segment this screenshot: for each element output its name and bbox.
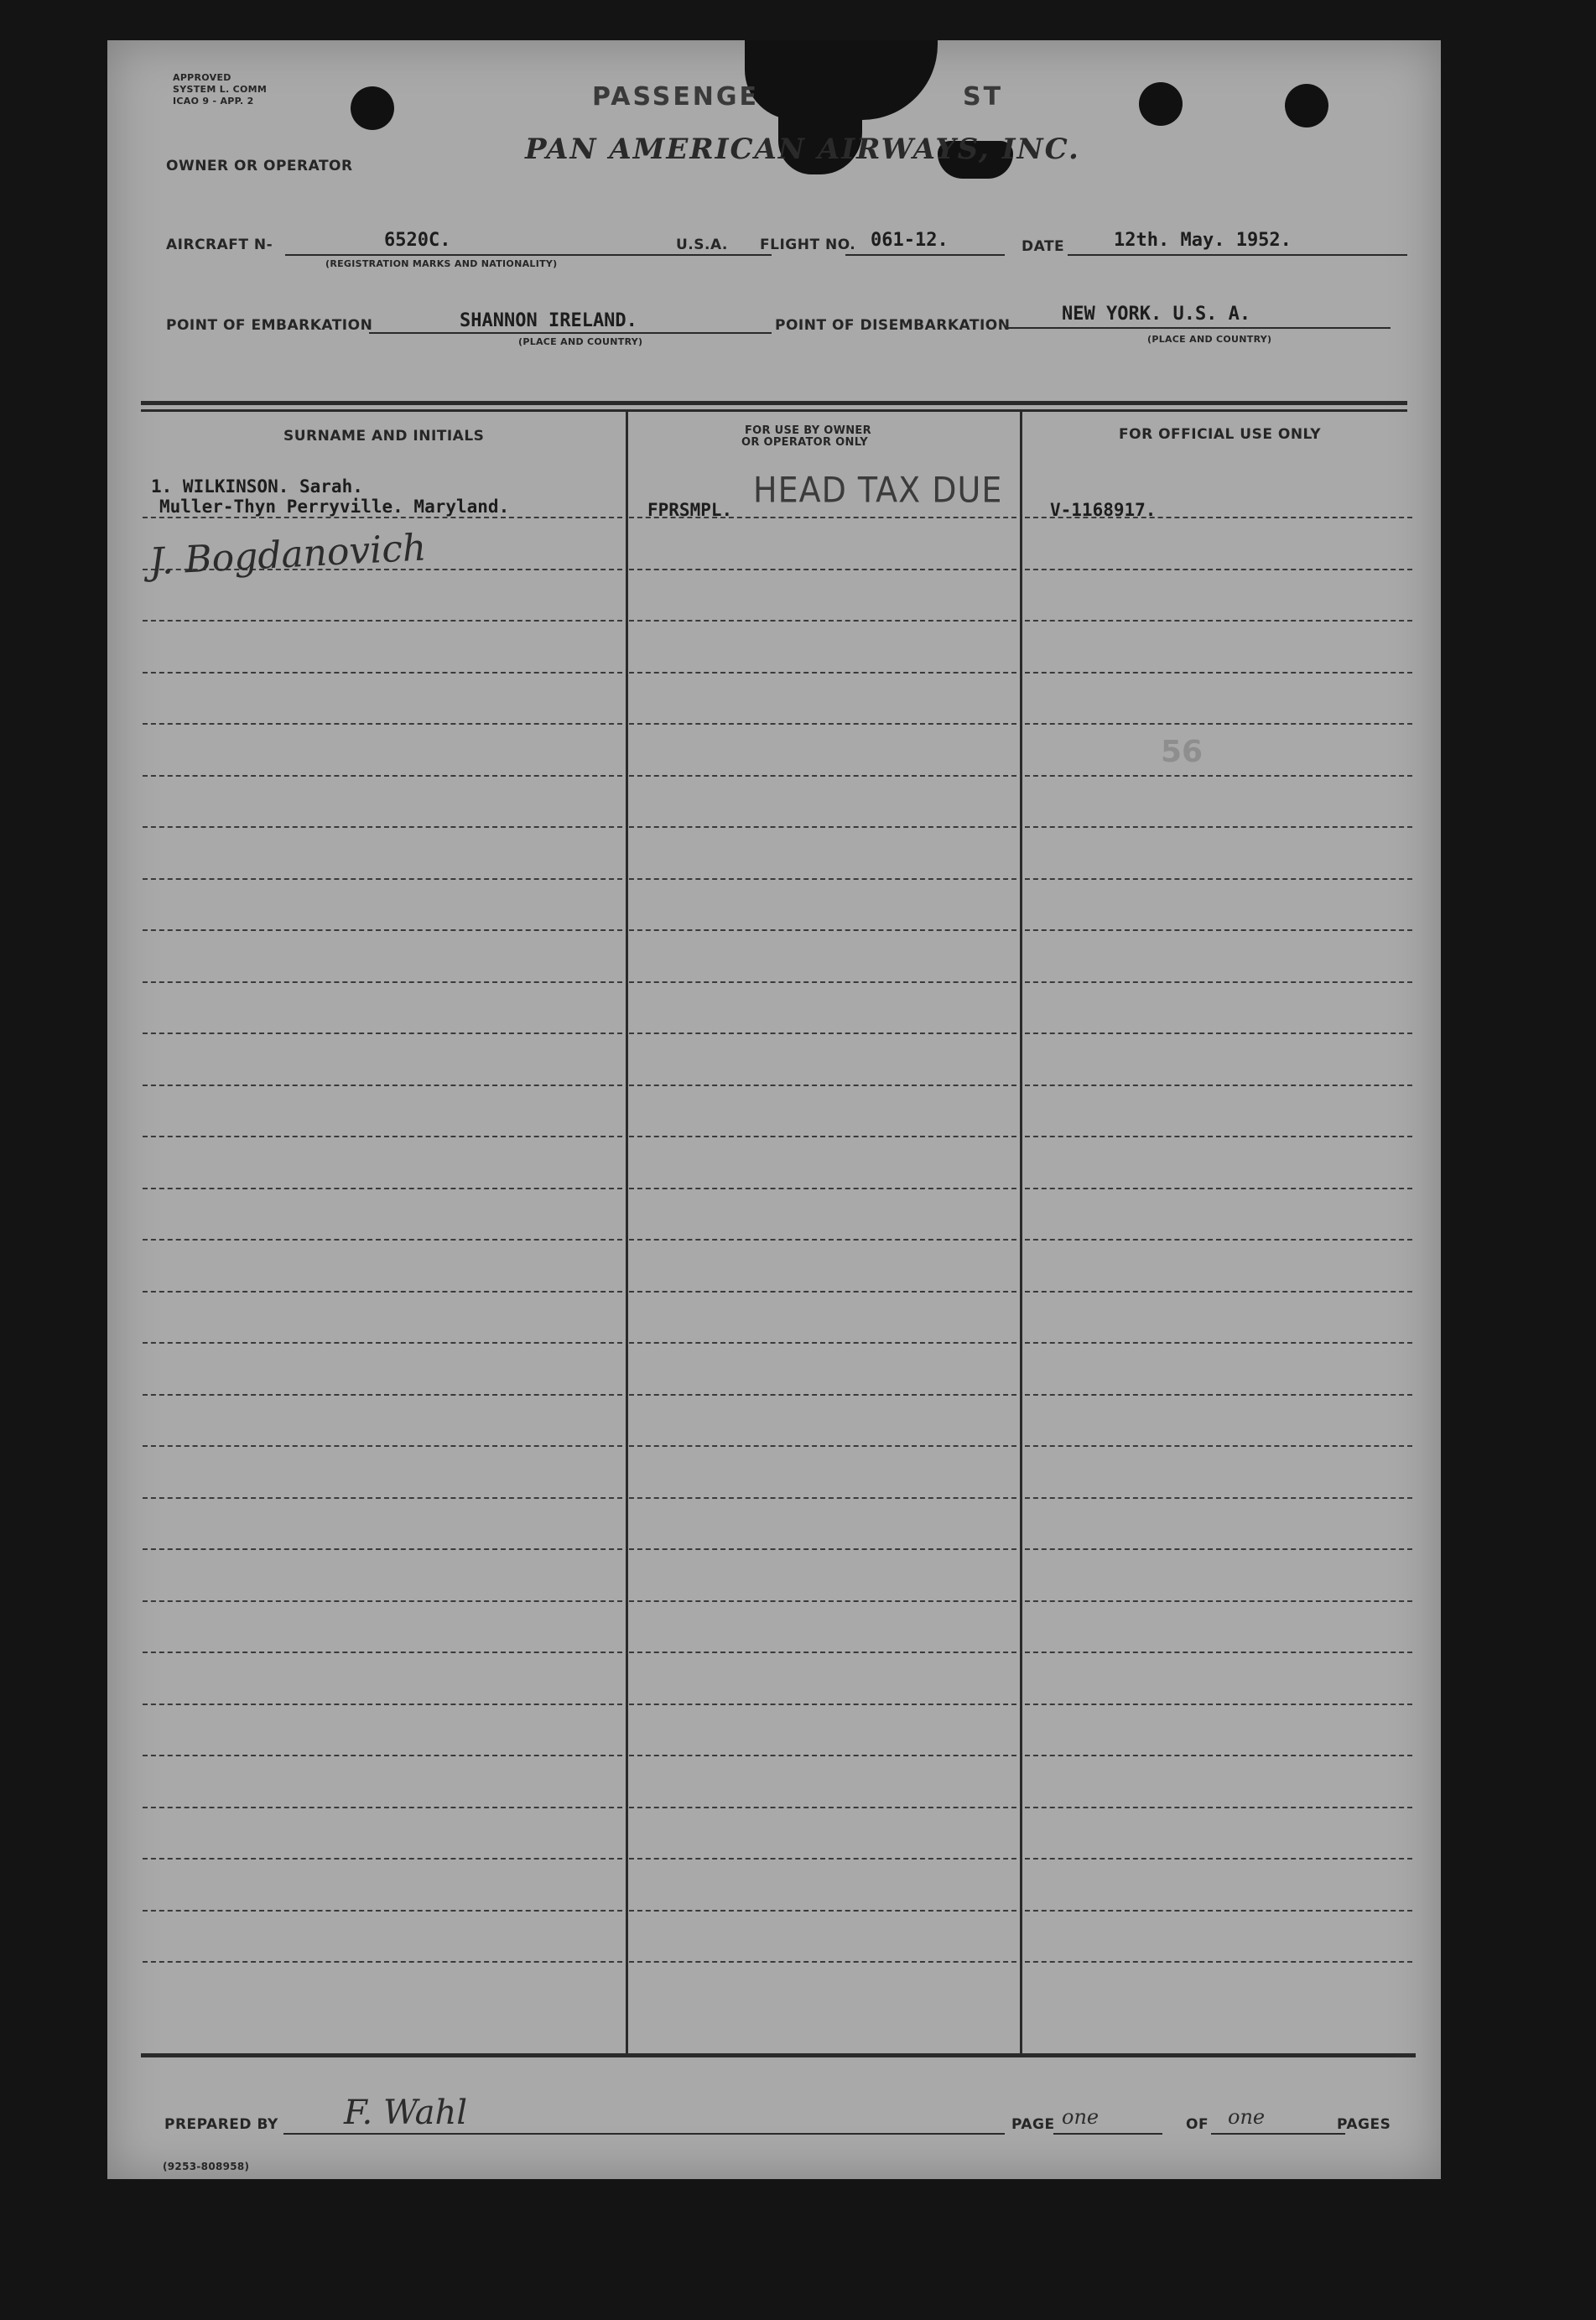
- punch-hole: [1139, 82, 1183, 126]
- col-header-owner: OR OPERATOR ONLY: [741, 436, 868, 449]
- ruled-line: [629, 1188, 1016, 1189]
- ruled-line: [629, 826, 1016, 828]
- ruled-line: [629, 1394, 1016, 1396]
- passenger-signature: J. Bogdanovich: [148, 526, 428, 584]
- flight-underline: [845, 254, 1005, 256]
- ruled-line: [629, 1445, 1016, 1447]
- ruled-line: [629, 1548, 1016, 1550]
- ruled-line: [143, 1085, 622, 1086]
- usa-label: U.S.A.: [676, 237, 728, 253]
- owner-label: OWNER OR OPERATOR: [166, 158, 353, 174]
- ruled-line: [1025, 1291, 1412, 1293]
- ruled-line: [629, 672, 1016, 674]
- head-tax-stamp: HEAD TAX DUE: [753, 469, 1003, 511]
- ruled-line: [629, 1858, 1016, 1860]
- embarkation-value: SHANNON IRELAND.: [460, 310, 637, 331]
- pages-label: PAGES: [1337, 2116, 1391, 2133]
- ruled-line: [143, 1188, 622, 1189]
- ruled-line: [143, 878, 622, 880]
- column-divider: [626, 411, 628, 2055]
- ruled-line: [629, 1704, 1016, 1705]
- official-stamp-number: 56: [1161, 735, 1203, 769]
- ruled-line: [143, 1807, 622, 1808]
- disembarkation-value: NEW YORK. U.S. A.: [1062, 304, 1251, 325]
- ruled-line: [1025, 1188, 1412, 1189]
- ruled-line: [143, 1497, 622, 1499]
- embarkation-underline: [369, 332, 772, 334]
- ruled-line: [1025, 1910, 1412, 1912]
- ruled-line: [143, 929, 622, 931]
- ruled-line: [1025, 569, 1412, 570]
- ruled-line: [629, 1497, 1016, 1499]
- ruled-line: [1025, 1548, 1412, 1550]
- ruled-line: [143, 723, 622, 725]
- ruled-line: [629, 1342, 1016, 1344]
- ruled-line: [1025, 1085, 1412, 1086]
- registration-caption: (REGISTRATION MARKS AND NATIONALITY): [325, 258, 558, 269]
- table-bottom-rule: [141, 2053, 1416, 2057]
- ruled-line: [1025, 723, 1412, 725]
- ruled-line: [1025, 1497, 1412, 1499]
- ruled-line: [1025, 1755, 1412, 1756]
- ruled-line: [143, 775, 622, 777]
- ruled-line: [629, 569, 1016, 570]
- prepared-underline: [283, 2133, 1005, 2135]
- date-value: 12th. May. 1952.: [1114, 230, 1292, 251]
- torn-area: [745, 40, 938, 120]
- punch-hole: [1285, 84, 1328, 127]
- ruled-line: [629, 1136, 1016, 1137]
- ruled-line: [629, 1807, 1016, 1808]
- ruled-line: [629, 1085, 1016, 1086]
- ruled-line: [629, 981, 1016, 983]
- form-number: (9253-808958): [163, 2161, 250, 2172]
- ruled-line: [629, 1755, 1016, 1756]
- ruled-line: [1025, 1704, 1412, 1705]
- ruled-line: [143, 1961, 622, 1963]
- ruled-line: [1025, 775, 1412, 777]
- ruled-line: [1025, 929, 1412, 931]
- punch-hole: [351, 86, 394, 130]
- ruled-line: [143, 1445, 622, 1447]
- ruled-line: [629, 929, 1016, 931]
- date-underline: [1068, 254, 1407, 256]
- ruled-line: [143, 1652, 622, 1653]
- official-number: V-1168917.: [1050, 500, 1157, 520]
- of-underline: [1211, 2133, 1345, 2135]
- ruled-line: [1025, 826, 1412, 828]
- ruled-line: [143, 826, 622, 828]
- ruled-line: [1025, 981, 1412, 983]
- ruled-line: [629, 620, 1016, 622]
- ruled-line: [629, 1652, 1016, 1653]
- approval-line: ICAO 9 - APP. 2: [173, 96, 254, 107]
- passenger-address: Muller-Thyn Perryville. Maryland.: [159, 497, 510, 517]
- of-value: one: [1228, 2105, 1266, 2129]
- ruled-line: [1025, 1033, 1412, 1034]
- prepared-label: PREPARED BY: [164, 2116, 278, 2133]
- ruled-line: [143, 672, 622, 674]
- ruled-line: [1025, 1394, 1412, 1396]
- ruled-line: [629, 878, 1016, 880]
- ruled-line: [143, 1291, 622, 1293]
- ruled-line: [1025, 1445, 1412, 1447]
- ruled-line: [1025, 1858, 1412, 1860]
- form-title-right: ST: [963, 82, 1004, 112]
- form-title-left: PASSENGE: [592, 82, 760, 112]
- ruled-line: [629, 723, 1016, 725]
- operator-code: FPRSMPL.: [647, 500, 733, 520]
- ruled-line: [1025, 878, 1412, 880]
- manifest-sheet: [107, 40, 1441, 2179]
- col-header-surname: SURNAME AND INITIALS: [283, 428, 485, 445]
- of-label: OF: [1186, 2116, 1209, 2133]
- ruled-line: [1025, 620, 1412, 622]
- ruled-line: [143, 1548, 622, 1550]
- ruled-line: [629, 1291, 1016, 1293]
- ruled-line: [629, 1033, 1016, 1034]
- ruled-line: [143, 1910, 622, 1912]
- ruled-line: [629, 1239, 1016, 1241]
- flight-label: FLIGHT NO.: [760, 237, 856, 253]
- passenger-name: 1. WILKINSON. Sarah.: [151, 476, 363, 497]
- table-top-rule: [141, 401, 1407, 405]
- aircraft-label: AIRCRAFT N-: [166, 237, 273, 253]
- ruled-line: [143, 1600, 622, 1602]
- aircraft-underline: [285, 254, 772, 256]
- approval-line: SYSTEM L. COMM: [173, 84, 268, 95]
- embarkation-caption: (PLACE AND COUNTRY): [518, 336, 643, 347]
- page-label: PAGE: [1011, 2116, 1055, 2133]
- preparer-signature: F. Wahl: [344, 2094, 467, 2132]
- ruled-line: [1025, 1239, 1412, 1241]
- ruled-line: [1025, 1136, 1412, 1137]
- date-label: DATE: [1022, 238, 1065, 255]
- ruled-line: [143, 1755, 622, 1756]
- col-header-official: FOR OFFICIAL USE ONLY: [1119, 426, 1322, 443]
- flight-value: 061-12.: [871, 230, 949, 251]
- page-underline: [1053, 2133, 1162, 2135]
- ruled-line: [1025, 1600, 1412, 1602]
- disembarkation-label: POINT OF DISEMBARKATION: [775, 317, 1011, 334]
- disembarkation-underline: [1005, 327, 1391, 329]
- ruled-line: [629, 1910, 1016, 1912]
- ruled-line: [143, 1033, 622, 1034]
- col-header-owner: FOR USE BY OWNER: [745, 424, 871, 437]
- ruled-line: [629, 1600, 1016, 1602]
- ruled-line: [629, 775, 1016, 777]
- ruled-line: [143, 1394, 622, 1396]
- ruled-line: [143, 1239, 622, 1241]
- company-name: PAN AMERICAN AIRWAYS, INC.: [525, 133, 1080, 166]
- disembarkation-caption: (PLACE AND COUNTRY): [1147, 334, 1272, 345]
- ruled-line: [1025, 1652, 1412, 1653]
- page-value: one: [1062, 2105, 1100, 2129]
- approval-line: APPROVED: [173, 72, 231, 83]
- ruled-line: [1025, 1807, 1412, 1808]
- ruled-line: [143, 981, 622, 983]
- ruled-line: [1025, 1961, 1412, 1963]
- ruled-line: [143, 1342, 622, 1344]
- column-divider: [1020, 411, 1022, 2055]
- ruled-line: [143, 1704, 622, 1705]
- embarkation-label: POINT OF EMBARKATION: [166, 317, 373, 334]
- ruled-line: [143, 1858, 622, 1860]
- ruled-line: [143, 1136, 622, 1137]
- ruled-line: [143, 620, 622, 622]
- ruled-line: [1025, 1342, 1412, 1344]
- aircraft-value: 6520C.: [384, 230, 451, 251]
- ruled-line: [143, 517, 622, 518]
- table-top-rule: [141, 409, 1407, 412]
- ruled-line: [1025, 672, 1412, 674]
- ruled-line: [629, 1961, 1016, 1963]
